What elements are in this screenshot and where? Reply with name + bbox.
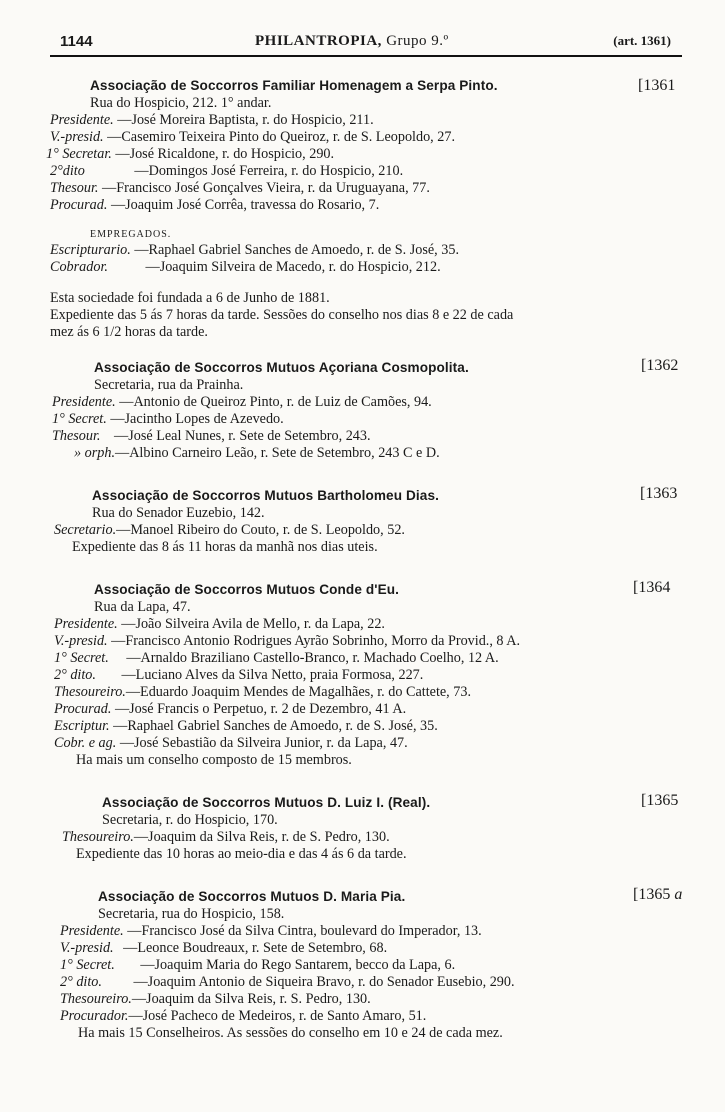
officer-text: —Francisco José da Silva Cintra, boulevard do Imperador, 13.	[127, 923, 482, 939]
role-label: 1° Secret.	[54, 650, 109, 666]
page-header	[50, 33, 685, 55]
entry-address: Secretaria, rua da Prainha.	[94, 377, 244, 393]
entry-title: Associação de Soccorros Mutuos Bartholomeu Dias.	[92, 488, 439, 503]
officer-line	[54, 650, 499, 666]
officer-text: —Joaquim José Corrêa, travessa do Rosario, 7.	[110, 197, 380, 213]
role-label: Escriptur.	[54, 718, 110, 734]
role-label: Secretario.	[54, 522, 117, 538]
role-label: Presidente.	[54, 616, 118, 632]
officer-text: —Casemiro Teixeira Pinto do Queiroz, r. de S. Leopoldo, 27.	[107, 129, 456, 145]
entry-title: Associação de Soccorros Mutuos D. Luiz I. (Real).	[102, 795, 431, 810]
officer-line	[62, 829, 390, 845]
officer-text: —Albino Carneiro Leão, r. Sete de Setembro, 243 C e D.	[115, 445, 440, 461]
officer-text: —Raphael Gabriel Sanches de Amoedo, r. de S. José, 35.	[113, 718, 438, 734]
role-label: Thesour.	[52, 428, 101, 444]
officer-line	[50, 112, 374, 128]
role-label: Thesoureiro.	[54, 684, 126, 700]
entry-address: Secretaria, r. do Hospicio, 170.	[102, 812, 278, 828]
officer-text: —Eduardo Joaquim Mendes de Magalhães, r. do Cattete, 73.	[125, 684, 472, 700]
note-line: Ha mais um conselho composto de 15 membros.	[76, 752, 352, 768]
group-text: Grupo 9.º	[386, 33, 449, 49]
role-label: V.-presid.	[54, 633, 108, 649]
role-label: 1° Secret.	[60, 957, 115, 973]
role-label: Procurador.	[60, 1008, 129, 1024]
officer-line	[54, 633, 520, 649]
officer-text: —José Leal Nunes, r. Sete de Setembro, 243.	[114, 428, 371, 444]
entry-number: [1361	[638, 77, 676, 94]
role-label: Thesoureiro.	[62, 829, 134, 845]
officer-text: —Luciano Alves da Silva Netto, praia Formosa, 227.	[121, 667, 424, 683]
officer-text: —Joaquim da Silva Reis, r. S. Pedro, 130.	[131, 991, 371, 1007]
entry-address: Rua do Senador Euzebio, 142.	[92, 505, 265, 521]
role-label: Cobrador.	[50, 259, 108, 275]
header-rule	[50, 55, 682, 57]
entry-number	[633, 886, 682, 904]
officer-line	[74, 445, 440, 461]
officer-line	[46, 146, 334, 162]
officer-text: —José Moreira Baptista, r. do Hospicio, 211.	[117, 112, 374, 128]
entry-address: Secretaria, rua do Hospicio, 158.	[98, 906, 285, 922]
employee-line	[50, 242, 459, 258]
officer-text: —Joaquim Maria do Rego Santarem, becco da Lapa, 6.	[140, 957, 456, 973]
officer-line	[54, 684, 471, 700]
role-label: Cobr. e ag.	[54, 735, 117, 751]
role-label: V.-presid.	[50, 129, 104, 145]
role-label: 2° dito.	[60, 974, 102, 990]
note-line: Expediente das 10 horas ao meio-dia e das 4 ás 6 da tarde.	[76, 846, 407, 862]
officer-line	[52, 411, 284, 427]
officer-text: —Manoel Ribeiro do Couto, r. de S. Leopoldo, 52.	[116, 522, 405, 538]
officer-text: —Arnaldo Braziliano Castello-Branco, r. Machado Coelho, 12 A.	[126, 650, 499, 666]
officer-text: —José Pacheco de Medeiros, r. de Santo Amaro, 51.	[128, 1008, 427, 1024]
employee-text: —Joaquim Silveira de Macedo, r. do Hospicio, 212.	[145, 259, 441, 275]
role-label: 1° Secretar.	[46, 146, 112, 162]
officer-line	[54, 735, 408, 751]
article-reference: (art. 1361)	[613, 33, 671, 48]
role-label: V.-presid.	[60, 940, 114, 956]
officer-line	[60, 1008, 426, 1024]
role-label: Presidente.	[50, 112, 114, 128]
officer-line	[50, 163, 403, 179]
officer-line	[54, 667, 423, 683]
officer-text: —Domingos José Ferreira, r. do Hospicio, 210.	[134, 163, 404, 179]
role-label: 2° dito.	[54, 667, 96, 683]
entry-number: [1364	[633, 579, 671, 596]
entry-title: Associação de Soccorros Mutuos D. Maria Pia.	[98, 889, 406, 904]
officer-text: —José Sebastião da Silveira Junior, r. da Lapa, 47.	[119, 735, 408, 751]
entry-number: [1362	[641, 357, 679, 374]
officer-text: —João Silveira Avila de Mello, r. da Lapa, 22.	[121, 616, 385, 632]
officer-line	[54, 616, 385, 632]
entry-number: [1365	[641, 792, 679, 809]
role-label: Procurad.	[50, 197, 108, 213]
role-label: Procurad.	[54, 701, 112, 717]
officer-line	[54, 701, 406, 717]
officer-line	[60, 957, 455, 973]
note-line: Esta sociedade foi fundada a 6 de Junho de 1881.	[50, 290, 330, 306]
entry-address: Rua da Lapa, 47.	[94, 599, 191, 615]
note-line: Expediente das 8 ás 11 horas da manhã nos dias uteis.	[72, 539, 378, 555]
officer-line	[50, 180, 430, 196]
note-line: Ha mais 15 Conselheiros. As sessões do conselho em 10 e 24 de cada mez.	[78, 1025, 503, 1041]
role-label: » orph.	[74, 445, 115, 461]
officer-text: —Antonio de Queiroz Pinto, r. de Luiz de Camões, 94.	[119, 394, 432, 410]
role-label: Escripturario.	[50, 242, 131, 258]
note-line: Expediente das 5 ás 7 horas da tarde. Sessões do conselho nos dias 8 e 22 de cada	[50, 307, 514, 323]
role-label: Thesour.	[50, 180, 99, 196]
officer-text: —José Ricaldone, r. do Hospicio, 290.	[115, 146, 335, 162]
officer-line	[54, 718, 438, 734]
employees-heading: EMPREGADOS.	[90, 229, 172, 240]
officer-line	[60, 940, 387, 956]
officer-text: —José Francis o Perpetuo, r. 2 de Dezembro, 41 A.	[114, 701, 407, 717]
employee-line	[50, 259, 441, 275]
role-label: 2°dito	[50, 163, 85, 179]
page-number: 1144	[60, 33, 93, 50]
officer-line	[60, 923, 482, 939]
entry-title: Associação de Soccorros Mutuos Conde d'Eu.	[94, 582, 400, 597]
officer-text: —Joaquim Antonio de Siqueira Bravo, r. do Senador Eusebio, 290.	[133, 974, 515, 990]
officer-line	[54, 522, 405, 538]
entry-number-main: [1365	[633, 886, 671, 903]
officer-text: —Leonce Boudreaux, r. Sete de Setembro, 68.	[123, 940, 388, 956]
officer-text: —Joaquim da Silva Reis, r. de S. Pedro, 130.	[133, 829, 390, 845]
officer-line	[52, 428, 371, 444]
role-label: Presidente.	[60, 923, 124, 939]
role-label: 1° Secret.	[52, 411, 107, 427]
entry-number: [1363	[640, 485, 678, 502]
officer-text: —Francisco José Gonçalves Vieira, r. da Uruguayana, 77.	[102, 180, 430, 196]
role-label: Thesoureiro.	[60, 991, 132, 1007]
officer-line	[50, 197, 379, 213]
role-label: Presidente.	[52, 394, 116, 410]
entry-number-suffix: a	[674, 886, 683, 903]
entry-address: Rua do Hospicio, 212. 1° andar.	[90, 95, 272, 111]
note-line: mez ás 6 1/2 horas da tarde.	[50, 324, 208, 340]
running-title	[255, 33, 449, 50]
officer-line	[50, 129, 455, 145]
title-text: PHILANTROPIA,	[255, 33, 382, 49]
officer-line	[60, 974, 515, 990]
officer-line	[52, 394, 432, 410]
entry-title: Associação de Soccorros Familiar Homenagem a Serpa Pinto.	[90, 78, 498, 93]
officer-line	[60, 991, 371, 1007]
officer-text: —Francisco Antonio Rodrigues Ayrão Sobrinho, Morro da Provid., 8 A.	[111, 633, 521, 649]
entry-title: Associação de Soccorros Mutuos Açoriana Cosmopolita.	[94, 360, 469, 375]
officer-text: —Jacintho Lopes de Azevedo.	[110, 411, 284, 427]
employee-text: —Raphael Gabriel Sanches de Amoedo, r. de S. José, 35.	[134, 242, 460, 258]
